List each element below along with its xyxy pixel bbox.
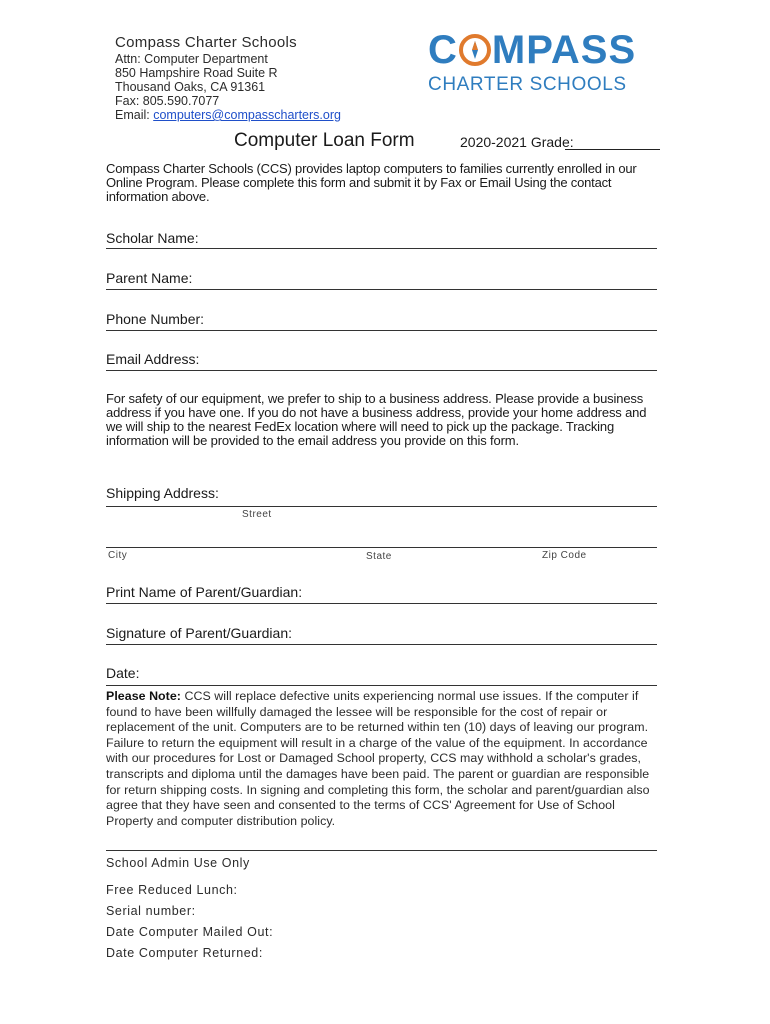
shipping-address-label: Shipping Address: <box>106 485 219 501</box>
email-line <box>115 108 341 122</box>
city-label: City <box>108 550 128 561</box>
city-state-zip-field[interactable] <box>106 547 657 548</box>
serial-number-label: Serial number: <box>106 904 196 918</box>
print-name-field[interactable] <box>106 603 657 604</box>
grade-field[interactable] <box>565 149 660 150</box>
street-label: Street <box>242 509 272 520</box>
date-returned-label: Date Computer Returned: <box>106 946 263 960</box>
please-note-label: Please Note: <box>106 689 181 703</box>
page-title: Computer Loan Form <box>234 130 415 151</box>
intro-text: Compass Charter Schools (CCS) provides laptop computers to families currently enrolled in our Online Program. Please complete this form and submit it by Fax or Email Using the contact information above. <box>106 161 637 204</box>
safety-notice: For safety of our equipment, we prefer to ship to a business address. Please provide a business address if you have one. If you do not have a business address, provide your home address and we will ship to the nearest FedEx location where will need to pick up the package. Tracking information will be provided to the email address you provide on this form. <box>106 391 647 448</box>
state-label: State <box>366 551 392 562</box>
please-note-body: CCS will replace defective units experiencing normal use issues. If the computer if found to have been willfully damaged the lessee will be responsible for the cost of repair or replacement of the unit. Computers are to be returned within ten (10) days of leaving our program. Failure to return the equipment will result in a charge of the value of the equipment. In accordance with our procedures for Lost or Damaged School property, CCS may withhold a scholar's grades, transcripts and diploma until the damages have been paid. The parent or guardian are responsible for return shipping costs. In signing and completing this form, the scholar and parent/guardian also agree that they have seen and consented to the terms of CCS' Agreement for Use of School Property and computer distribution policy. <box>106 689 650 828</box>
zip-code-label: Zip Code <box>542 550 587 561</box>
parent-name-label: Parent Name: <box>106 270 193 286</box>
parent-name-field[interactable] <box>106 289 657 290</box>
compass-logo <box>428 30 654 100</box>
address-line-2: Thousand Oaks, CA 91361 <box>115 80 266 94</box>
date-mailed-out-label: Date Computer Mailed Out: <box>106 925 274 939</box>
email-link[interactable]: computers@compasscharters.org <box>153 108 341 122</box>
attn-line: Attn: Computer Department <box>115 52 268 66</box>
email-address-label: Email Address: <box>106 351 200 367</box>
org-name: Compass Charter Schools <box>115 34 297 51</box>
scholar-name-label: Scholar Name: <box>106 230 199 246</box>
year-grade-label: 2020-2021 Grade: <box>460 134 574 150</box>
phone-number-field[interactable] <box>106 330 657 331</box>
logo-word-start: C <box>428 28 458 72</box>
logo-subtitle: CHARTER SCHOOLS <box>428 74 627 95</box>
date-field[interactable] <box>106 685 657 686</box>
email-address-field[interactable] <box>106 370 657 371</box>
admin-section-title: School Admin Use Only <box>106 856 250 870</box>
logo-word-end: MPASS <box>491 28 637 72</box>
compass-icon <box>459 34 491 66</box>
date-label: Date: <box>106 665 140 681</box>
scholar-name-field[interactable] <box>106 248 657 249</box>
phone-number-label: Phone Number: <box>106 311 205 327</box>
signature-field[interactable] <box>106 644 657 645</box>
print-name-label: Print Name of Parent/Guardian: <box>106 584 303 600</box>
note-divider <box>106 850 657 851</box>
address-line-1: 850 Hampshire Road Suite R <box>115 66 278 80</box>
email-label: Email: <box>115 108 154 122</box>
fax-line: Fax: 805.590.7077 <box>115 94 220 108</box>
street-field[interactable] <box>106 506 657 507</box>
please-note-text <box>106 689 656 829</box>
signature-label: Signature of Parent/Guardian: <box>106 625 293 641</box>
free-reduced-lunch-label: Free Reduced Lunch: <box>106 883 238 897</box>
